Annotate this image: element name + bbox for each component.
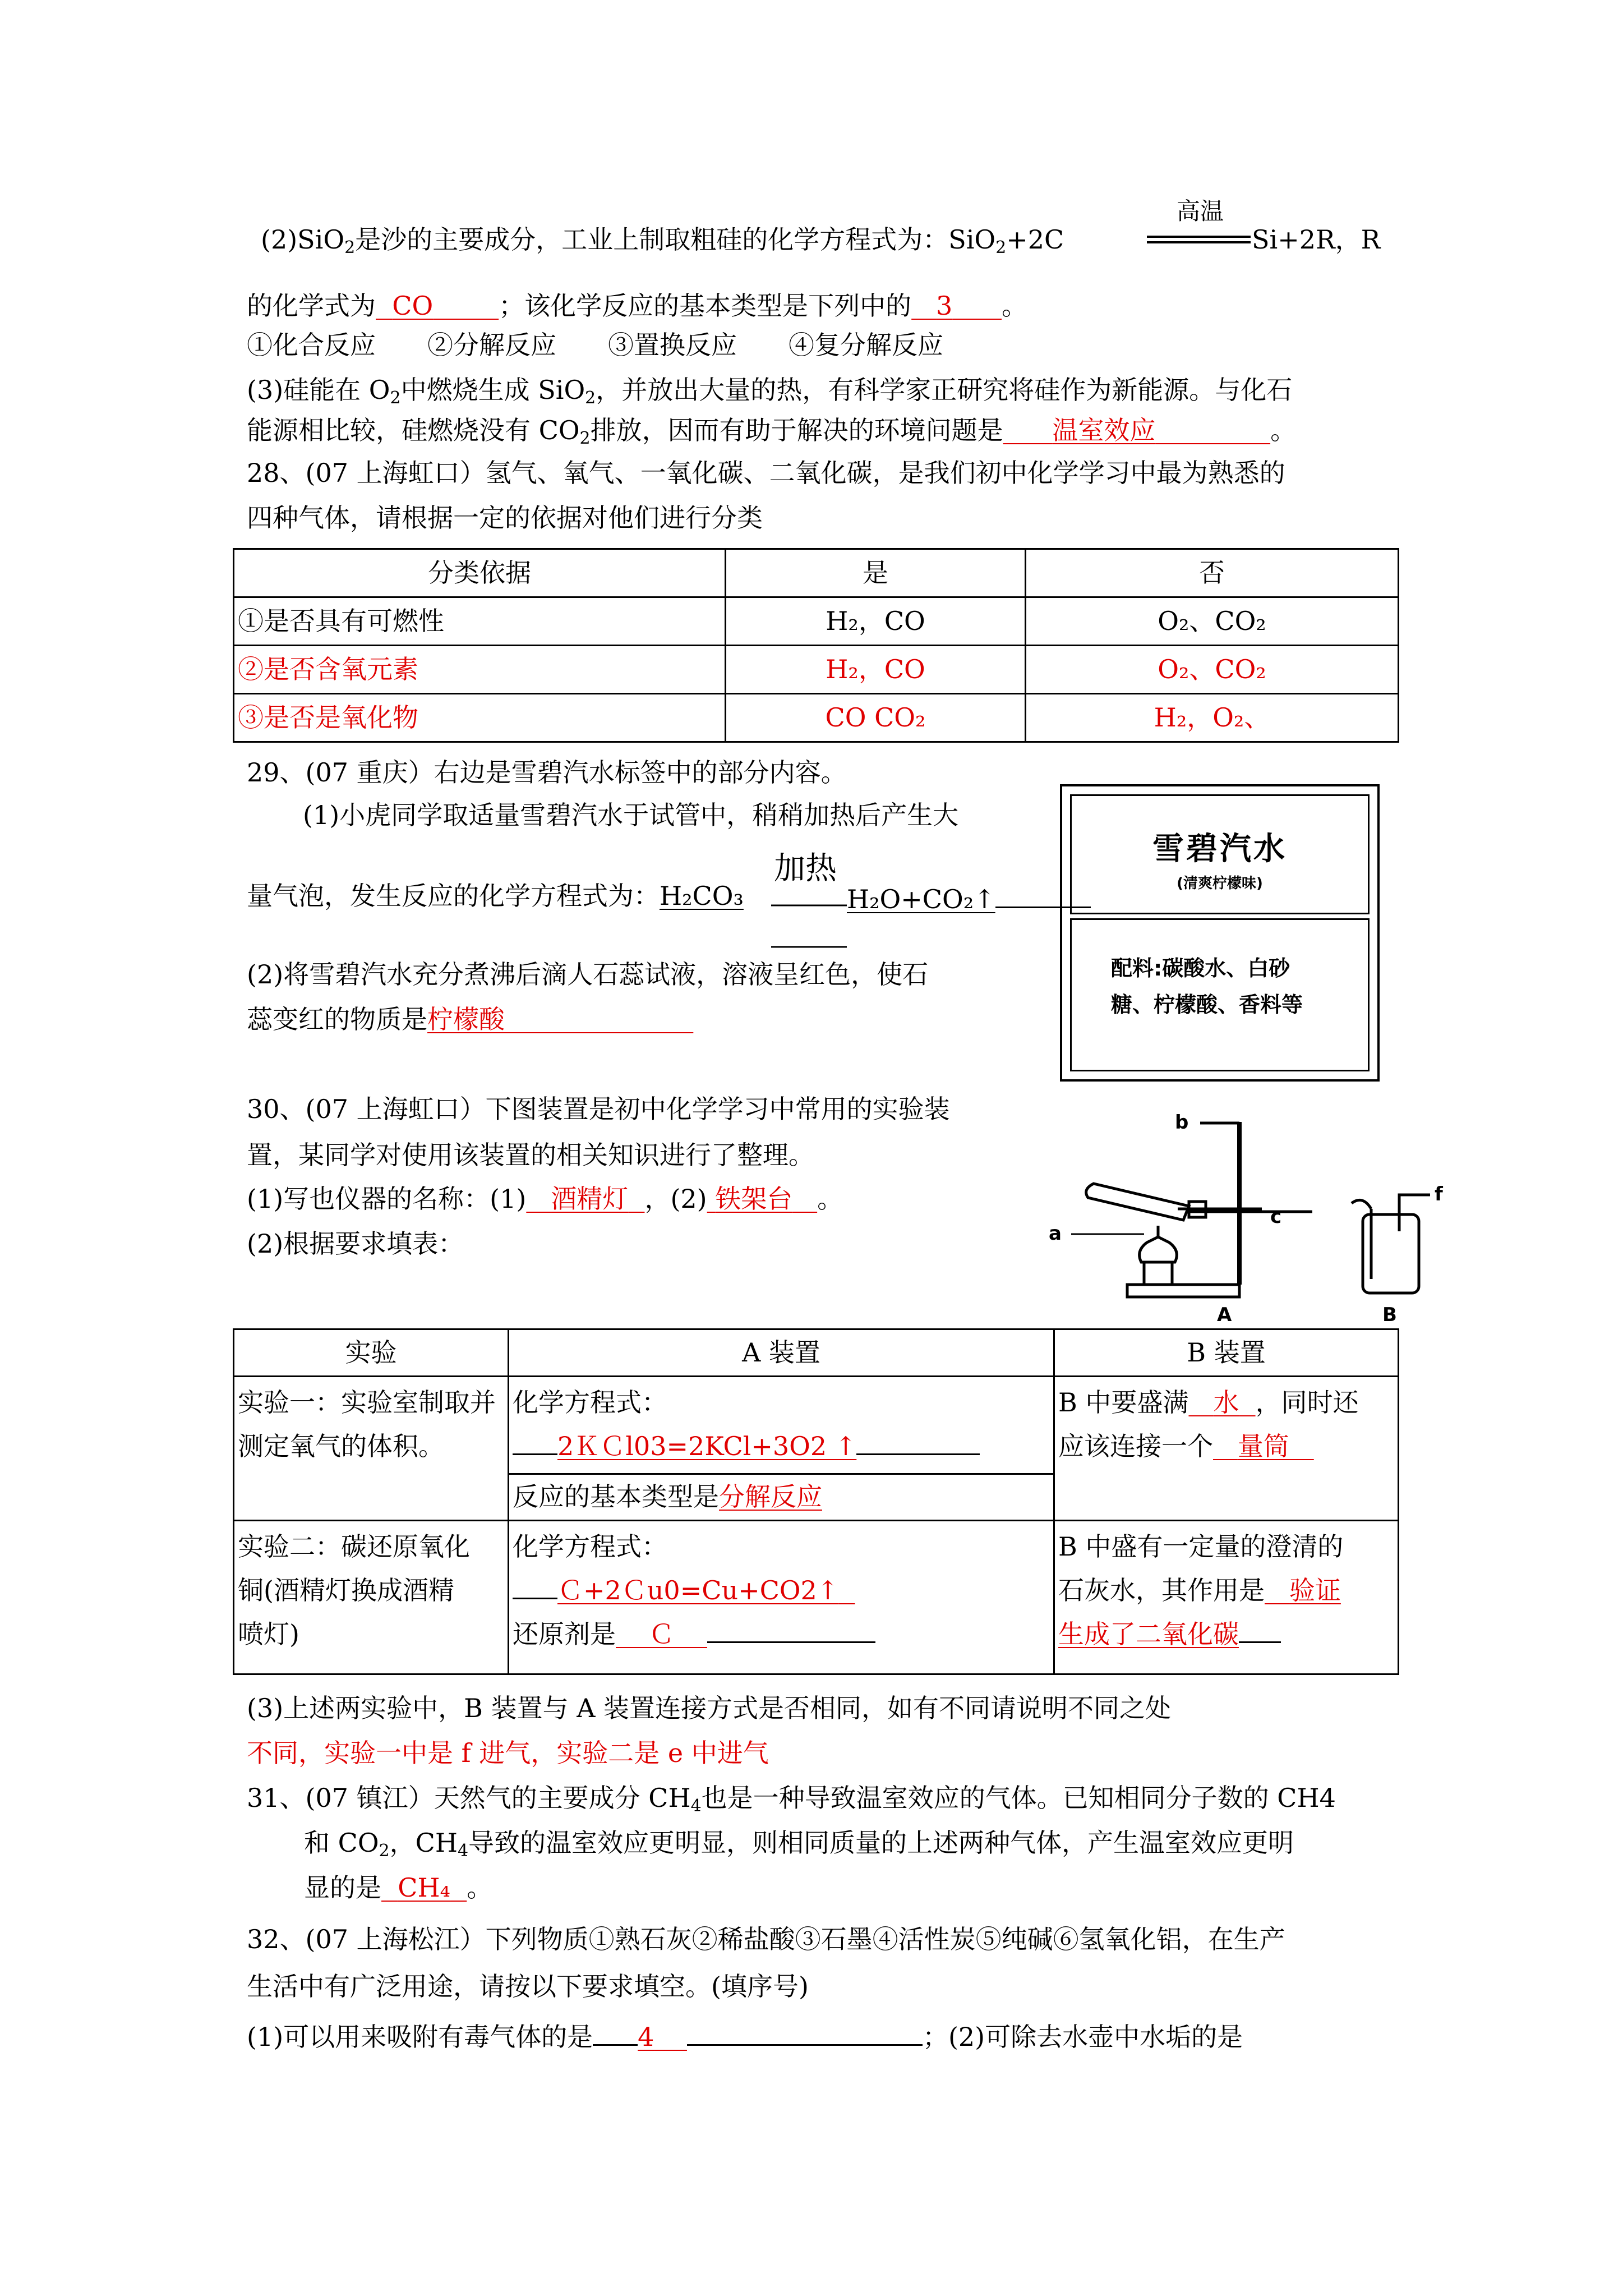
q31-line2: 和 $CO_2$，$CH_4$导致的温室效应更明显，则相同质量的上述两种气体，产生温室效应更明 bbox=[304, 1828, 1294, 1861]
q29-p2: (2)将雪碧汽水充分煮沸后滴人石蕊试液，溶液呈红色，使石 bbox=[247, 959, 929, 990]
answer-purpose-2: 生成了二氧化碳 bbox=[1058, 1619, 1239, 1650]
answer-reductant: Ｃ bbox=[648, 1619, 675, 1650]
fig-label-c: c bbox=[1270, 1205, 1282, 1228]
q27-p3-line2: 能源相比较，硅燃烧没有 $CO_2$排放，因而有助于解决的环境问题是 温室效应 。 bbox=[247, 415, 1297, 448]
answer-instrument-1: 酒精灯 bbox=[551, 1184, 629, 1214]
header-basis: 分类依据 bbox=[234, 549, 726, 597]
answer-instrument-2: 铁架台 bbox=[715, 1184, 793, 1214]
header-yes: 是 bbox=[726, 549, 1026, 597]
label-ingredients-2: 糖、柠檬酸、香料等 bbox=[1111, 992, 1303, 1017]
q31-line3: 显的是 CH₄ 。 bbox=[304, 1872, 493, 1903]
q29-heat-condition: 加热 bbox=[774, 850, 837, 887]
fig-label-a: a bbox=[1049, 1222, 1062, 1245]
answer-connection-difference: 不同，实验一中是 f 进气，实验二是 e 中进气 bbox=[247, 1738, 769, 1768]
answer-acid: 柠檬酸 bbox=[427, 1004, 505, 1034]
q28-line1: 28、(07 上海虹口）氢气、氧气、一氧化碳、二氧化碳，是我们初中化学学习中最为熟悉的 bbox=[247, 458, 1285, 488]
table-row: 实验二：碳还原氧化 铜(酒精灯换成酒精 喷灯) 化学方程式： Ｃ+2Ｃu0=Cu+CO2↑ 还原剂是 Ｃ B 中盛有一定量的澄清的 石灰水，其作用是 验证 生成了二氧化碳 bbox=[234, 1521, 1399, 1674]
header-b-device: B 装置 bbox=[1054, 1329, 1399, 1377]
q29-line1: 29、(07 重庆）右边是雪碧汽水标签中的部分内容。 bbox=[247, 757, 847, 788]
q27-condition-high-temp: 高温 bbox=[1176, 197, 1224, 225]
sprite-label-image bbox=[1060, 784, 1380, 1082]
q29-blank-line bbox=[771, 945, 847, 949]
answer-reaction-type: 3 bbox=[936, 291, 953, 321]
q29-reaction-line bbox=[771, 903, 847, 908]
answer-cylinder: 量筒 bbox=[1237, 1431, 1289, 1462]
q27-options: ①化合反应 ②分解反应 ③置换反应 ④复分解反应 bbox=[247, 330, 943, 360]
fig-label-A: A bbox=[1217, 1304, 1232, 1326]
q30-line2: 置，某同学对使用该装置的相关知识进行了整理。 bbox=[247, 1140, 814, 1170]
q32-line2: 生活中有广泛用途，请按以下要求填空。(填序号) bbox=[247, 1971, 809, 2001]
header-experiment: 实验 bbox=[234, 1329, 509, 1377]
table-row: ③是否是氧化物 CO CO₂ H₂，O₂、 bbox=[234, 694, 1399, 742]
q30-p3: (3)上述两实验中，B 装置与 A 装置连接方式是否相同，如有不同请说明不同之处 bbox=[247, 1693, 1172, 1723]
table-row: ①是否具有可燃性 H₂，CO O₂、CO₂ bbox=[234, 597, 1399, 646]
answer-purpose-1: 验证 bbox=[1289, 1575, 1341, 1606]
q30-line1: 30、(07 上海虹口）下图装置是初中化学学习中常用的实验装 bbox=[247, 1094, 950, 1124]
label-subtitle: (清爽柠檬味) bbox=[1177, 875, 1263, 892]
answer-reaction-type-1: 分解反应 bbox=[719, 1481, 822, 1512]
label-title: 雪碧汽水 bbox=[1152, 831, 1287, 867]
header-a-device: A 装置 bbox=[509, 1329, 1054, 1377]
answer-exp2-equation: Ｃ+2Ｃu0=Cu+CO2↑ bbox=[557, 1575, 839, 1606]
apparatus-figure bbox=[1049, 1105, 1458, 1329]
q30-p2: (2)根据要求填表： bbox=[247, 1228, 464, 1259]
q29-p1: (1)小虎同学取适量雪碧汽水于试管中，稍稍加热后产生大 bbox=[303, 800, 959, 830]
q28-line2: 四种气体，请根据一定的依据对他们进行分类 bbox=[247, 503, 763, 533]
answer-r-formula: CO bbox=[392, 291, 434, 321]
experiment-table: 实验 A 装置 B 装置 实验一：实验室制取并测定氧气的体积。 化学方程式： 2ＫＣl03=2KCl+3O2 ↑ B 中要盛满 水 ，同时还 应该连接一个 量筒 反应的基本类型是分解反应 实验二：碳还原氧化 铜(酒精灯换成酒精 喷灯) 化学方程式： Ｃ+2Ｃu0=Cu+CO2↑ 还原剂是 Ｃ B 中盛有一定量的澄清的 石灰水，其作用是 验证 生成了二氧化碳 bbox=[233, 1328, 1399, 1675]
answer-ch4: CH₄ bbox=[398, 1872, 451, 1903]
answer-fill-water: 水 bbox=[1213, 1387, 1239, 1418]
answer-exp1-equation: 2ＫＣl03=2KCl+3O2 ↑ bbox=[557, 1431, 857, 1462]
q27-p2-line2: 的化学式为 CO ；该化学反应的基本类型是下列中的 3 。 bbox=[247, 291, 1028, 321]
q29-equation-right: H₂O+CO₂↑ bbox=[847, 881, 1091, 915]
header-no: 否 bbox=[1026, 549, 1399, 597]
q27-p2-line1: (2)SiO$_2$是沙的主要成分，工业上制取粗硅的化学方程式为：SiO$_2$+2C bbox=[261, 224, 1064, 257]
fig-label-f: f bbox=[1435, 1183, 1443, 1205]
table-row: ②是否含氧元素 H₂，CO O₂、CO₂ bbox=[234, 646, 1399, 694]
q27-equals-sign bbox=[1147, 234, 1251, 246]
q27-p2-line1-end: Si+2R，R bbox=[1252, 224, 1381, 255]
answer-adsorb: 4 bbox=[638, 2022, 654, 2052]
q29-p2-line2: 蕊变红的物质是柠檬酸 bbox=[247, 1004, 693, 1035]
answer-environment: 温室效应 bbox=[1052, 415, 1156, 445]
classification-table bbox=[233, 548, 1399, 743]
q32-line3: (1)可以用来吸附有毒气体的是 4 ；(2)可除去水壶中水垢的是 bbox=[247, 2018, 1243, 2053]
q31-line1: 31、(07 镇江）天然气的主要成分 $CH_4$也是一种导致温室效应的气体。已知相同分子数的 CH4 bbox=[247, 1783, 1336, 1816]
q27-p3-line1: (3)硅能在 $O_2$中燃烧生成 SiO$_2$，并放出大量的热，有科学家正研究将硅作为新能源。与化石 bbox=[247, 375, 1293, 408]
table-row: 实验一：实验室制取并测定氧气的体积。 化学方程式： 2ＫＣl03=2KCl+3O2 ↑ B 中要盛满 水 ，同时还 应该连接一个 量筒 bbox=[234, 1377, 1399, 1474]
q30-p1: (1)写也仪器的名称：(1) 酒精灯 ，(2) 铁架台 。 bbox=[247, 1184, 843, 1214]
q29-p1-line2: 量气泡，发生反应的化学方程式为：H₂CO₃ bbox=[247, 881, 744, 911]
fig-label-b: b bbox=[1175, 1111, 1189, 1134]
fig-label-B: B bbox=[1382, 1304, 1397, 1326]
label-ingredients-1: 配料:碳酸水、白砂 bbox=[1111, 956, 1290, 981]
q32-line1: 32、(07 上海松江）下列物质①熟石灰②稀盐酸③石墨④活性炭⑤纯碱⑥氢氧化铝，在生产 bbox=[247, 1924, 1285, 1954]
